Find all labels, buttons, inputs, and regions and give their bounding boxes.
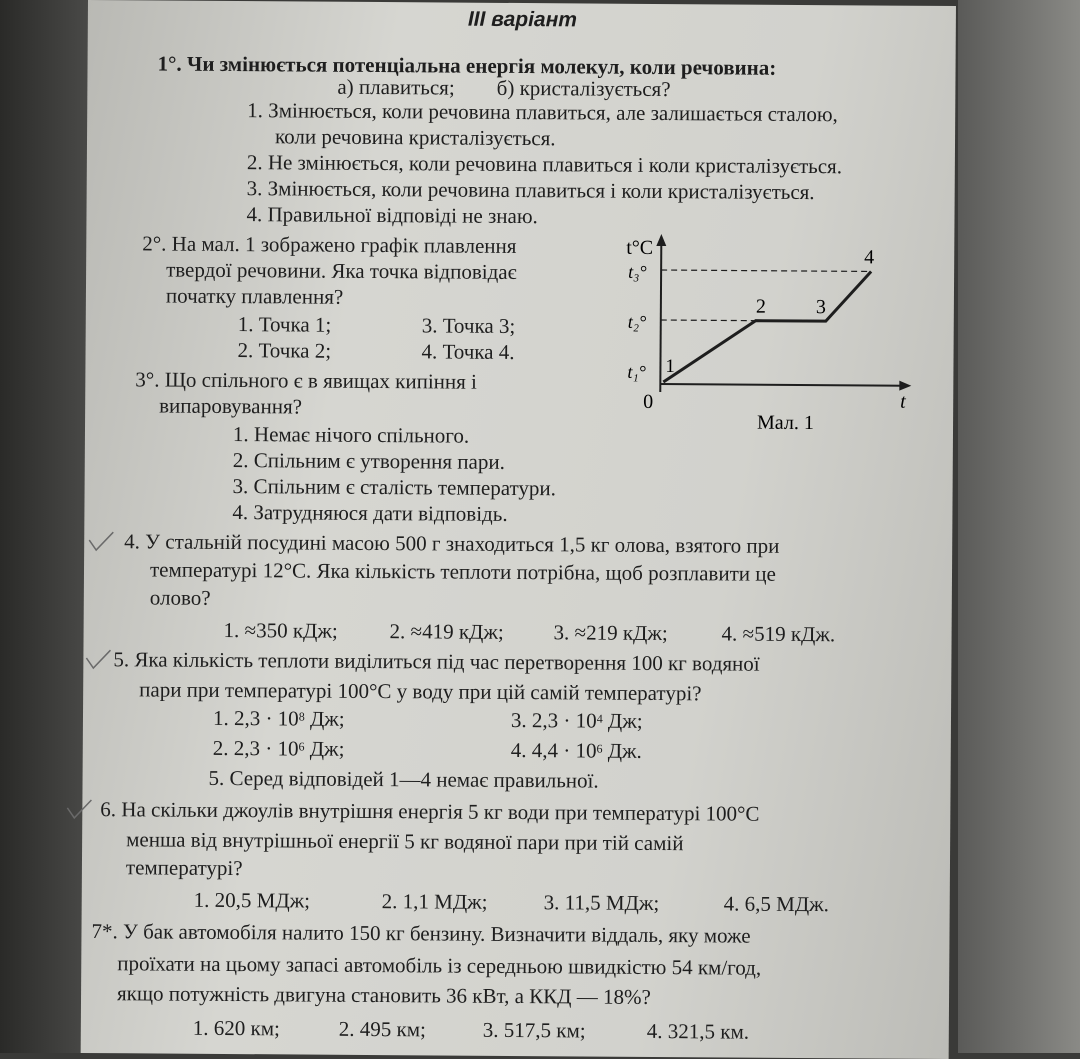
q4-answer-4: 4. ≈519 кДж. xyxy=(721,621,836,647)
q7-line-2: проїхати на цьому запасі автомобіль із середньою швидкістю 54 км/год, xyxy=(117,951,762,980)
melting-graph xyxy=(605,232,916,434)
background-right xyxy=(958,0,1080,1053)
t3-label: t₃° xyxy=(628,261,647,282)
background-left xyxy=(0,0,90,1053)
q1-option-1: 1. Змінюється, коли речовина плавиться, але залишається сталою, xyxy=(247,98,838,127)
q3-option-4: 4. Затрудняюся дати відповідь. xyxy=(232,500,508,526)
q6-answer-2: 2. 1,1 МДж; xyxy=(381,889,488,914)
q2-option-3: 3. Точка 3; xyxy=(421,313,516,338)
x-axis-arrow xyxy=(899,381,911,391)
q4-line-1: 4. У стальній посудині масою 500 г знаходиться 1,5 кг олова, взятого при xyxy=(124,529,780,558)
q7-line-3: якщо потужність двигуна становить 36 кВт, а ККД — 18%? xyxy=(116,981,651,1009)
y-axis-label: t°C xyxy=(626,236,654,259)
q6-line-2: менша від внутрішньої енергії 5 кг водяної пари при тій самій xyxy=(126,827,684,856)
checkmark-icon xyxy=(64,798,94,822)
origin-label: 0 xyxy=(643,390,654,413)
variant-title: III варіант xyxy=(467,7,578,32)
q3-line-2: випаровування? xyxy=(159,393,303,419)
q5-line-2: пари при температурі 100°С у воду при цій самій температурі? xyxy=(139,677,702,706)
y-axis-arrow xyxy=(656,234,666,246)
q7-answer-3: 3. 517,5 км; xyxy=(482,1017,586,1043)
q7-line-1: 7*. У бак автомобіля налито 150 кг бензину. Визначити віддаль, яку може xyxy=(91,919,751,948)
q5-line-1: 5. Яка кількість теплоти виділиться під час перетворення 100 кг водяної xyxy=(113,647,760,676)
checkmark-icon xyxy=(83,648,113,672)
q6-line-3: температурі? xyxy=(125,855,243,881)
q3-line-1: 3°. Що спільного є в явищах кипіння і xyxy=(135,367,478,394)
q4-answer-1: 1. ≈350 кДж; xyxy=(223,617,338,643)
q1-option-1-cont: коли речовина кристалізується. xyxy=(274,124,556,151)
q7-answer-2: 2. 495 км; xyxy=(338,1016,426,1042)
q7-answer-4: 4. 321,5 км. xyxy=(646,1018,750,1044)
q5-answer-4: 4. $4,4 \cdot 10^6$ Дж. xyxy=(510,737,642,763)
t1-label: t₁° xyxy=(627,361,646,382)
q3-option-1: 1. Немає нічого спільного. xyxy=(232,422,470,448)
q7-answer-1: 1. 620 км; xyxy=(192,1015,280,1041)
q6-answer-3: 3. 11,5 МДж; xyxy=(543,890,660,916)
q4-line-3: олово? xyxy=(149,585,211,610)
q6-answer-4: 4. 6,5 МДж. xyxy=(723,891,830,917)
melting-curve xyxy=(663,270,871,383)
q2-line-1: 2°. На мал. 1 зображено графік плавлення xyxy=(142,231,517,258)
q5-answer-3: 3. $2,3 \cdot 10^4$ Дж; xyxy=(510,707,643,733)
q4-answer-2: 2. ≈419 кДж; xyxy=(389,619,504,644)
q4-answer-3: 3. ≈219 кДж; xyxy=(553,620,668,646)
q1-option-4: 4. Правильної відповіді не знаю. xyxy=(246,202,538,229)
x-axis xyxy=(660,384,903,386)
q1-option-2: 2. Не змінюється, коли речовина плавиться і коли кристалізується. xyxy=(246,150,843,179)
q1-subparts: а) плавиться; б) кристалізується? xyxy=(337,74,671,102)
point-3-label: 3 xyxy=(815,296,826,319)
q4-line-2: температурі 12°С. Яка кількість теплоти потрібна, щоб розплавити це xyxy=(149,557,776,586)
q1-question: 1°. Чи змінюється потенціальна енергія молекул, коли речовина: xyxy=(157,51,777,80)
point-4-label: 4 xyxy=(864,246,875,269)
q6-answer-1: 1. 20,5 МДж; xyxy=(193,887,311,913)
q5-answer-2: 2. $2,3 \cdot 10^6$ Дж; xyxy=(212,735,345,761)
point-1-label: 1 xyxy=(665,356,676,378)
t3-dashed-line xyxy=(661,270,871,271)
t2-label: t₂° xyxy=(627,311,647,332)
q3-option-2: 2. Спільним є утворення пари. xyxy=(232,448,505,474)
q2-option-1: 1. Точка 1; xyxy=(237,312,332,337)
y-axis xyxy=(660,240,661,392)
q5-answer-1: 1. $2,3 \cdot 10^8$ Дж; xyxy=(212,705,345,731)
checkmark-icon xyxy=(86,530,116,554)
worksheet-page xyxy=(81,0,956,1059)
q6-line-1: 6. На скільки джоулів внутрішня енергія 5 кг води при температурі 100°С xyxy=(100,797,760,826)
q2-line-3: початку плавлення? xyxy=(165,283,344,309)
point-2-label: 2 xyxy=(755,295,766,318)
q5-answer-5: 5. Серед відповідей 1—4 немає правильної. xyxy=(208,765,599,793)
q2-option-2: 2. Точка 2; xyxy=(237,338,332,363)
t2-dashed-line xyxy=(661,320,756,321)
graph-caption: Мал. 1 xyxy=(756,411,814,434)
q3-option-3: 3. Спільним є сталість температури. xyxy=(232,474,557,501)
q1-option-3: 3. Змінюється, коли речовина плавиться і коли кристалізується. xyxy=(246,176,815,205)
q2-line-2: твердої речовини. Яка точка відповідає xyxy=(166,257,517,284)
q2-option-4: 4. Точка 4. xyxy=(421,339,515,364)
x-axis-label: t xyxy=(900,390,906,413)
